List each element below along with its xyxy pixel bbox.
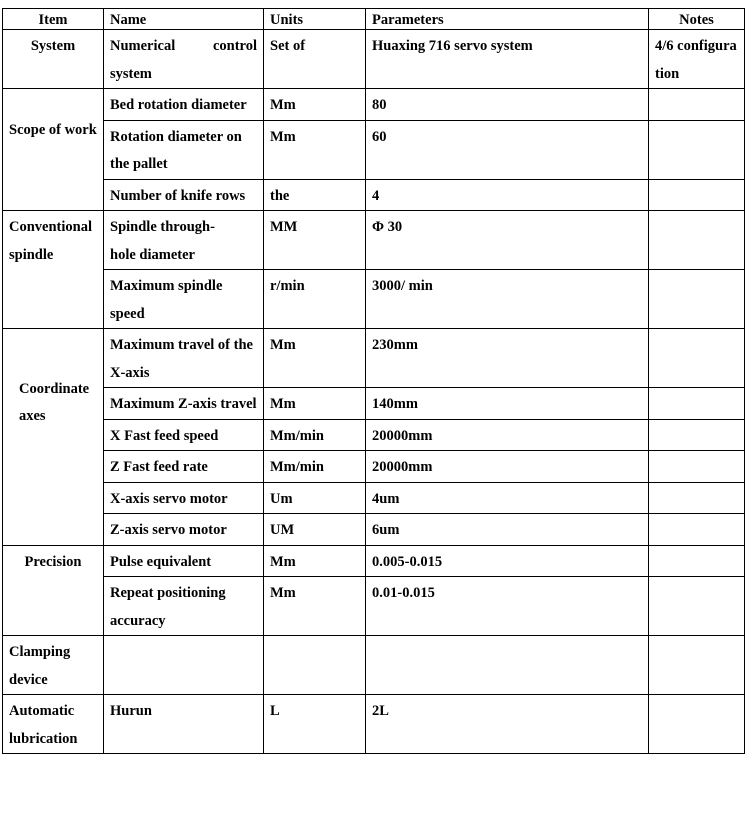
cell-units: MM [264,211,366,270]
cell-notes [649,482,745,514]
cell-parameters: 140mm [366,388,649,420]
cell-units [264,636,366,695]
cell-parameters: 6um [366,514,649,546]
cell-name: X Fast feed speed [104,419,264,451]
header-name: Name [104,9,264,30]
header-notes: Notes [649,9,745,30]
cell-parameters: 2L [366,695,649,754]
table-row [3,419,745,451]
cell-notes [649,451,745,483]
cell-units: Set of [264,30,366,89]
header-parameters: Parameters [366,9,649,30]
cell-notes [649,270,745,329]
group-system: System [3,30,104,89]
group-lubrication: Automatic lubrication [3,695,104,754]
cell-name: Hurun [104,695,264,754]
cell-notes [649,545,745,577]
cell-units: the [264,179,366,211]
group-precision: Precision [3,545,104,636]
cell-name: Repeat positioning accuracy [104,577,264,636]
cell-units: L [264,695,366,754]
cell-units: Mm/min [264,451,366,483]
group-clamping: Clamping device [3,636,104,695]
cell-notes [649,89,745,121]
cell-parameters [366,636,649,695]
spec-table [2,8,745,754]
table-row [3,636,745,695]
cell-name: Bed rotation diameter [104,89,264,121]
cell-parameters: 4um [366,482,649,514]
table-row [3,388,745,420]
table-row [3,577,745,636]
group-axes: Coordinate axes [3,329,104,546]
cell-notes [649,695,745,754]
cell-notes [649,636,745,695]
table-row [3,451,745,483]
table-row [3,545,745,577]
group-scope: Scope of work [3,89,104,211]
cell-notes [649,514,745,546]
header-units: Units [264,9,366,30]
cell-parameters: 0.005-0.015 [366,545,649,577]
header-row [3,9,745,30]
cell-units: Mm [264,577,366,636]
cell-name: Z-axis servo motor [104,514,264,546]
cell-units: r/min [264,270,366,329]
cell-notes [649,120,745,179]
cell-notes [649,179,745,211]
cell-name [104,636,264,695]
table-row [3,514,745,546]
header-item: Item [3,9,104,30]
cell-units: Mm [264,89,366,121]
cell-parameters: 20000mm [366,419,649,451]
cell-parameters: Huaxing 716 servo system [366,30,649,89]
cell-name: Numerical control system [104,30,264,89]
table-row [3,89,745,121]
table-row [3,695,745,754]
table-row [3,329,745,388]
cell-name: X-axis servo motor [104,482,264,514]
cell-units: Um [264,482,366,514]
cell-parameters: Φ 30 [366,211,649,270]
cell-parameters: 60 [366,120,649,179]
table-row [3,482,745,514]
cell-notes [649,211,745,270]
table-row [3,270,745,329]
table-row [3,211,745,270]
cell-parameters: 80 [366,89,649,121]
table-row [3,30,745,89]
cell-parameters: 230mm [366,329,649,388]
table-row [3,179,745,211]
cell-parameters: 3000/ min [366,270,649,329]
cell-parameters: 20000mm [366,451,649,483]
cell-name: Maximum Z-axis travel [104,388,264,420]
cell-notes [649,329,745,388]
cell-notes [649,577,745,636]
cell-notes: 4/6 configuration [649,30,745,89]
cell-units: UM [264,514,366,546]
cell-parameters: 4 [366,179,649,211]
cell-name: Z Fast feed rate [104,451,264,483]
cell-units: Mm [264,329,366,388]
table-row [3,120,745,179]
cell-name: Spindle through-hole diameter [104,211,264,270]
group-spindle: Conventional spindle [3,211,104,329]
cell-name: Rotation diameter on the pallet [104,120,264,179]
cell-name: Number of knife rows [104,179,264,211]
cell-name: Maximum spindle speed [104,270,264,329]
cell-notes [649,388,745,420]
cell-notes [649,419,745,451]
cell-units: Mm/min [264,419,366,451]
cell-parameters: 0.01-0.015 [366,577,649,636]
cell-units: Mm [264,120,366,179]
cell-name: Pulse equivalent [104,545,264,577]
cell-units: Mm [264,388,366,420]
cell-name: Maximum travel of the X-axis [104,329,264,388]
cell-units: Mm [264,545,366,577]
